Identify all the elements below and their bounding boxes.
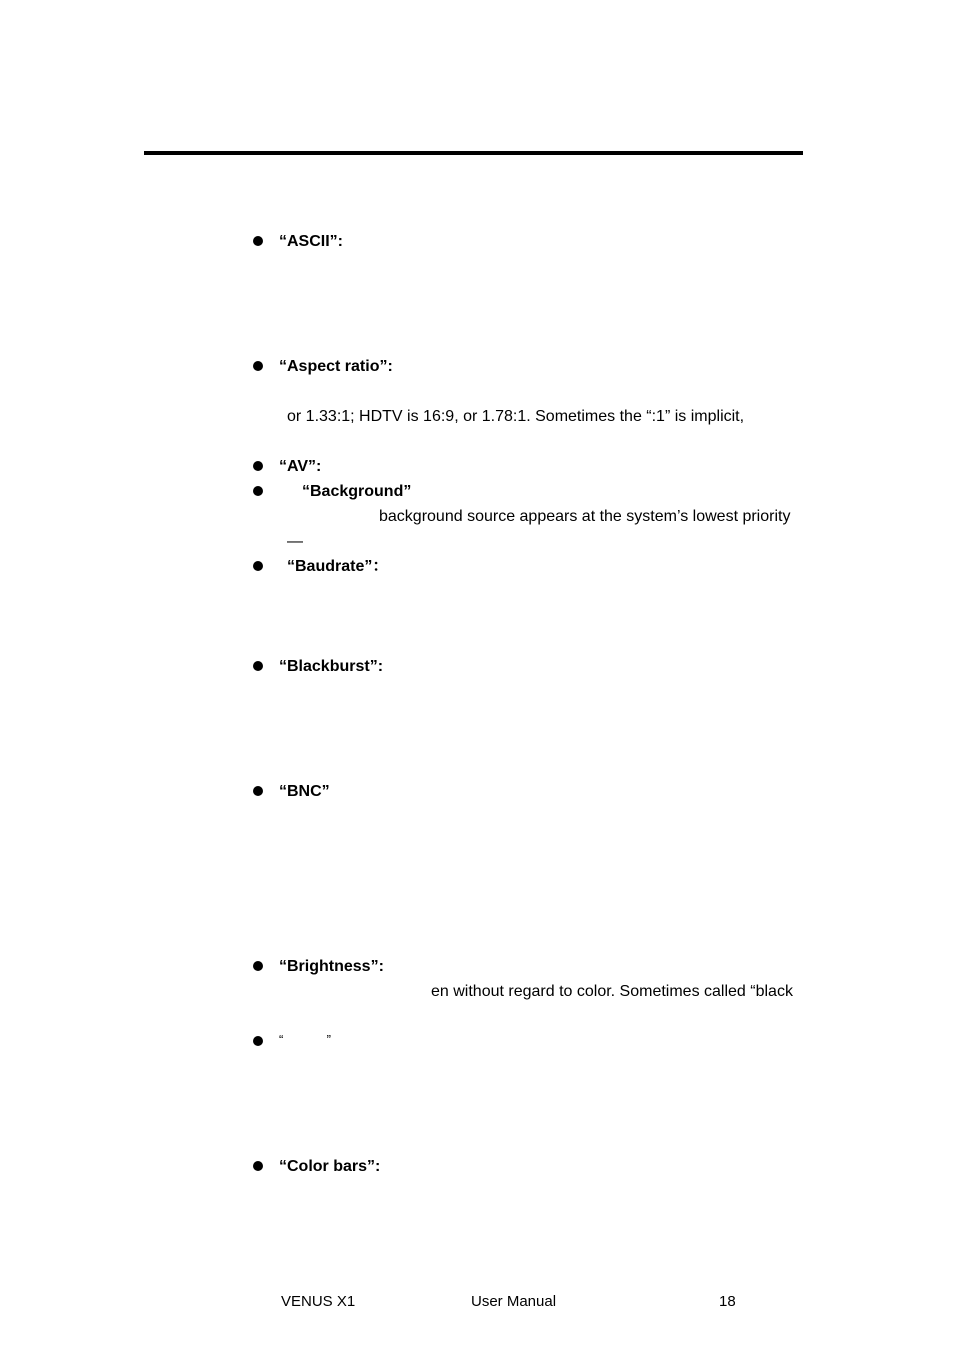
bullet-icon xyxy=(253,461,263,471)
brightness-text: en without regard to color. Sometimes called “black xyxy=(431,983,793,1000)
term-blank: “ ” xyxy=(279,1032,331,1047)
header-rule xyxy=(144,151,803,155)
bullet-icon xyxy=(253,1036,263,1046)
term-blackburst: “Blackburst”: xyxy=(279,658,384,675)
bullet-icon xyxy=(253,236,263,246)
bullet-icon xyxy=(253,561,263,571)
term-aspect-ratio: “Aspect ratio”: xyxy=(279,358,393,375)
bullet-icon xyxy=(253,661,263,671)
background-text: background source appears at the system’s lowest priority xyxy=(379,508,791,525)
footer-title: User Manual xyxy=(471,1293,557,1310)
bullet-icon xyxy=(253,486,263,496)
term-baudrate: “Baudrate”： xyxy=(287,558,389,575)
term-bnc: “BNC” xyxy=(279,783,330,800)
bullet-icon xyxy=(253,961,263,971)
footer-product: VENUS X1 xyxy=(281,1293,356,1310)
term-ascii: “ASCII”: xyxy=(279,233,343,250)
term-background: “Background” xyxy=(302,483,412,500)
footer-page-number: 18 xyxy=(719,1293,736,1310)
bullet-icon xyxy=(253,786,263,796)
aspect-ratio-text: or 1.33:1; HDTV is 16:9, or 1.78:1. Sometimes the “:1” is implicit, xyxy=(287,408,745,425)
term-color-bars: “Color bars”: xyxy=(279,1158,381,1175)
term-av: “AV”: xyxy=(279,458,322,475)
bullet-icon xyxy=(253,1161,263,1171)
background-text-dash: — xyxy=(287,533,303,550)
term-brightness: “Brightness”: xyxy=(279,958,384,975)
bullet-icon xyxy=(253,361,263,371)
